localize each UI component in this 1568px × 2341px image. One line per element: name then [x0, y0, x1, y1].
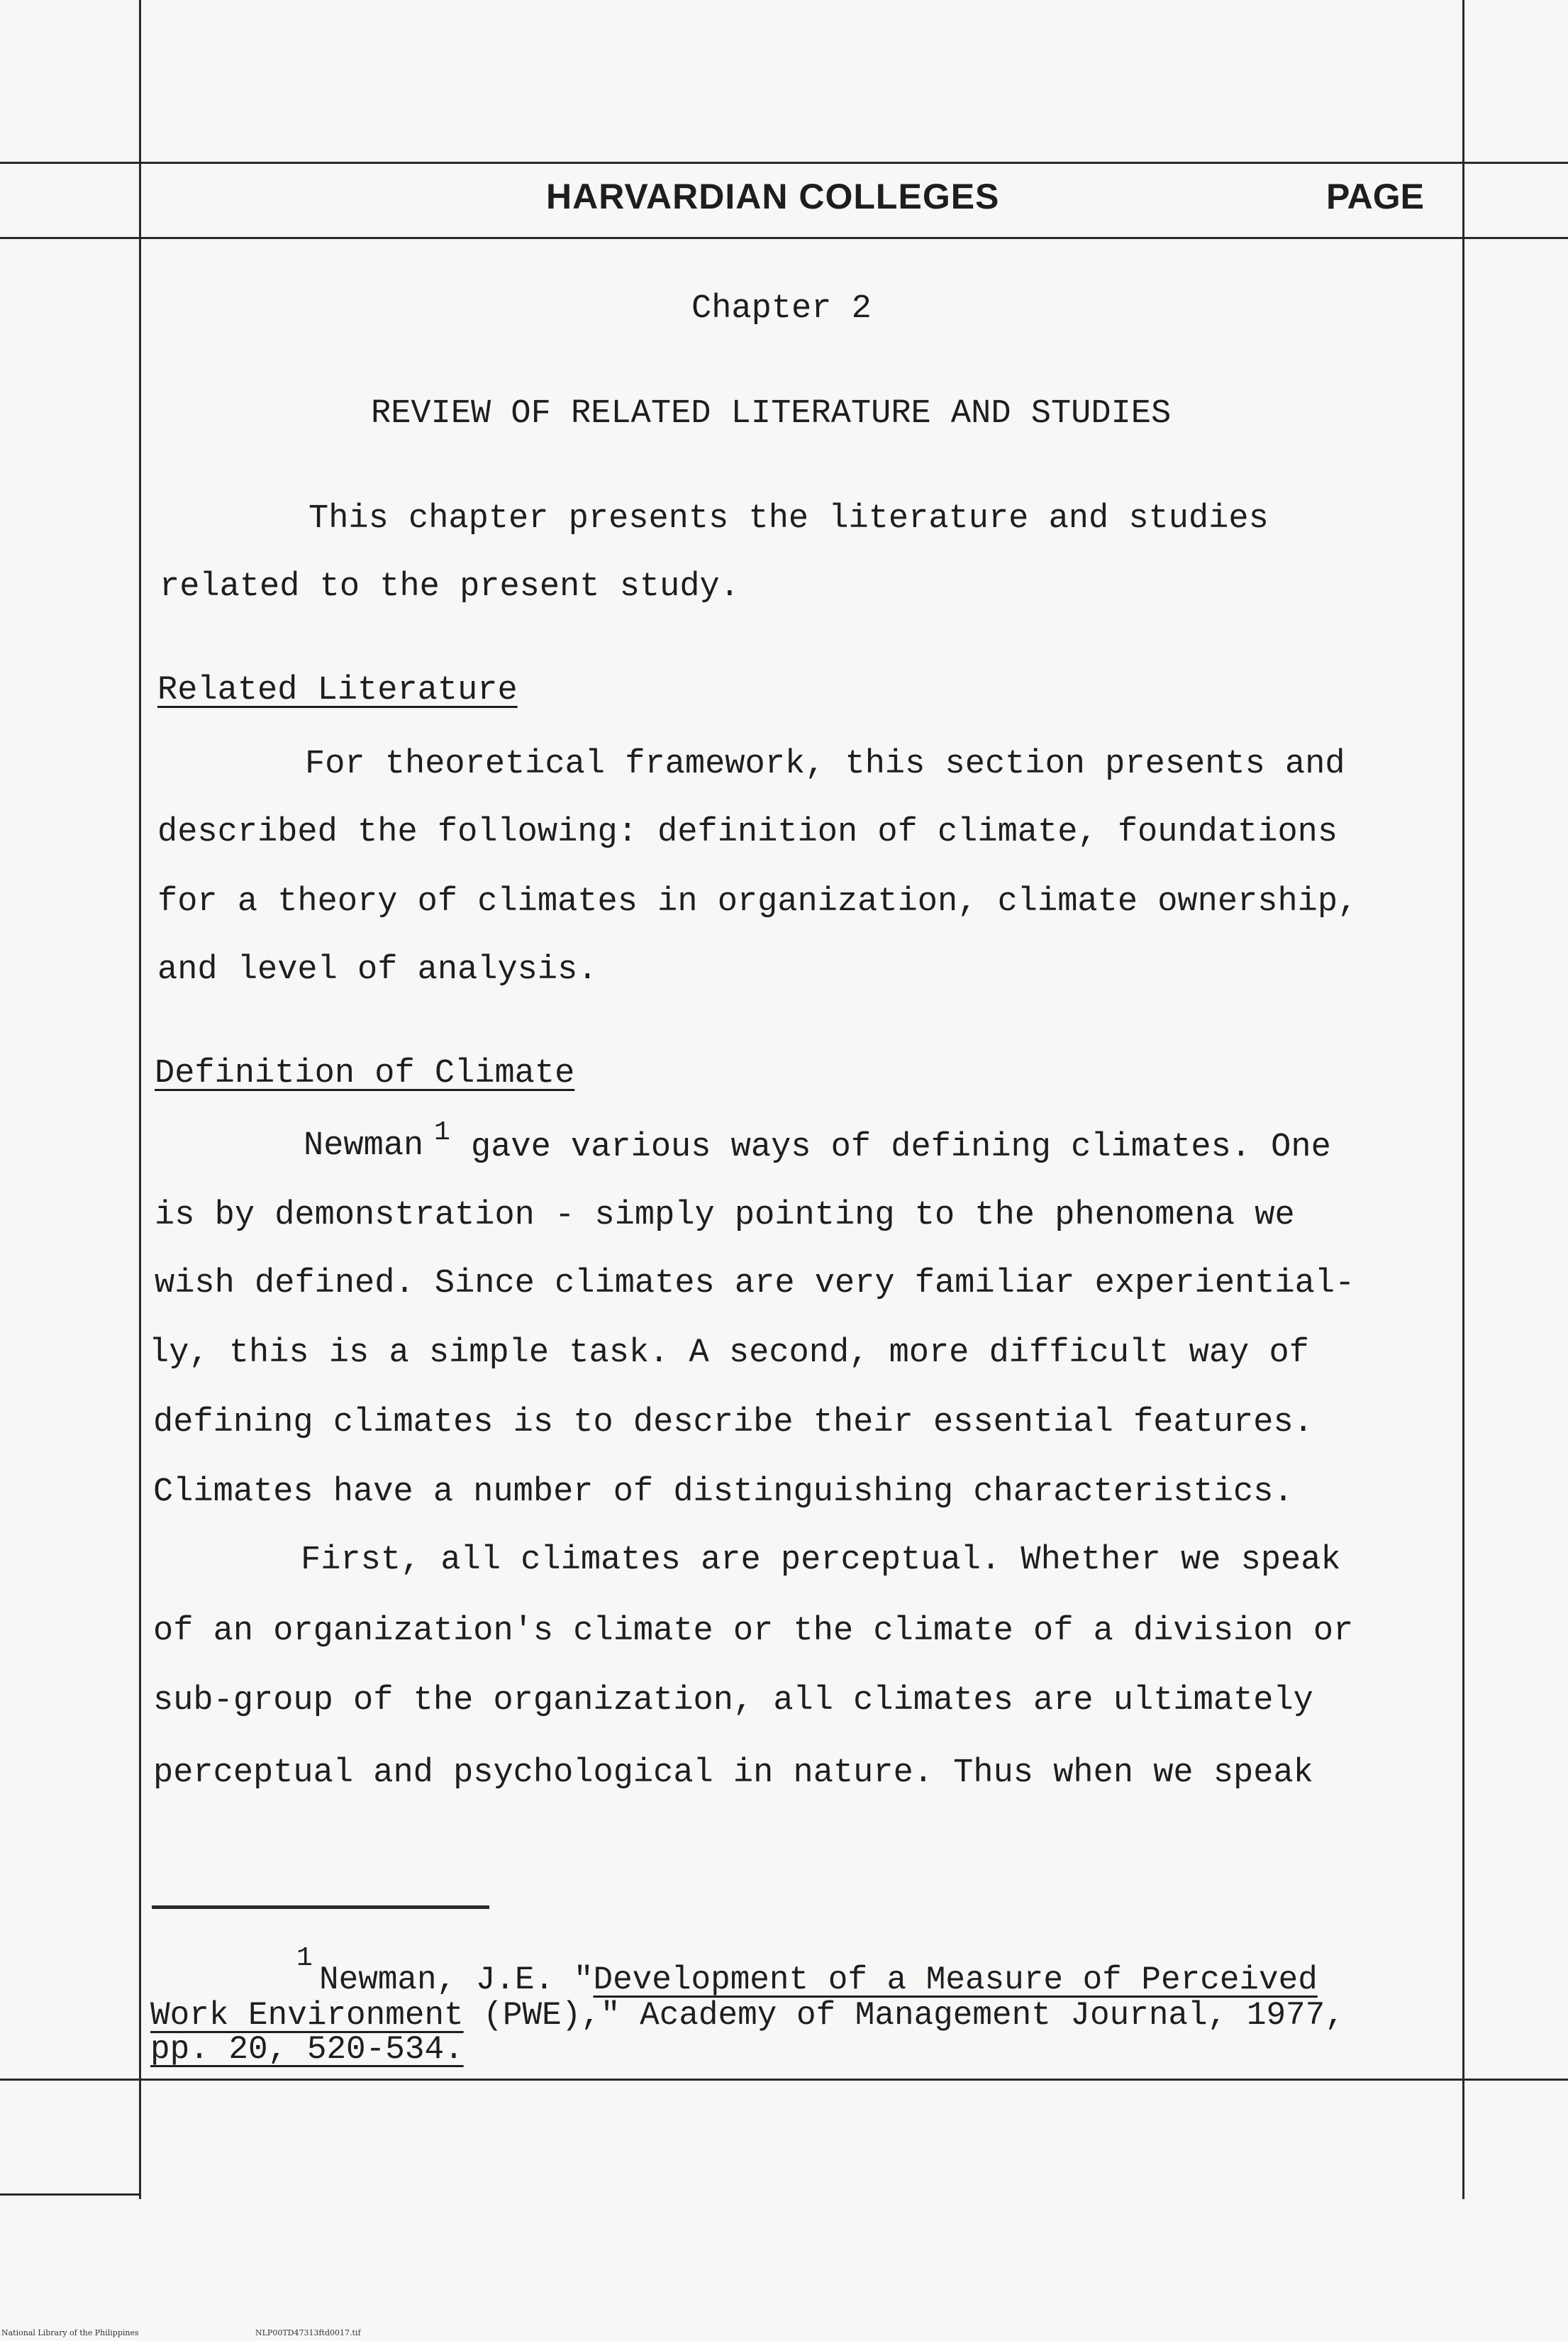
definition-line-2: is by demonstration - simply pointing to the phenomena we [155, 1197, 1295, 1234]
definition-line-10: perceptual and psychological in nature. Thus when we speak [153, 1754, 1313, 1792]
definition-line-1: gave various ways of defining climates. One [471, 1129, 1331, 1166]
footnote-journal: (PWE)," Academy of Management Journal, 1977, [463, 1997, 1345, 2034]
related-literature-line-4: and level of analysis. [157, 951, 598, 989]
left-margin-rule [139, 0, 141, 2199]
page-label: PAGE [1326, 177, 1424, 216]
related-literature-heading: Related Literature [157, 672, 518, 709]
definition-line-4: ly, this is a simple task. A second, more difficult way of [149, 1334, 1309, 1372]
chapter-title: REVIEW OF RELATED LITERATURE AND STUDIES [371, 395, 1172, 433]
institution-title: HARVARDIAN COLLEGES [546, 177, 1000, 216]
definition-first-word: Newman [304, 1127, 424, 1165]
bottom-left-rule [0, 2193, 139, 2196]
related-literature-line-2: described the following: definition of climate, foundations [157, 814, 1338, 851]
intro-line-2: related to the present study. [160, 568, 740, 606]
archive-library-name: National Library of the Philippines [1, 2328, 139, 2337]
related-literature-line-1: For theoretical framework, this section presents and [305, 746, 1345, 783]
footnote-line-2 [150, 1999, 1345, 2032]
right-margin-rule [1462, 0, 1464, 2199]
definition-line-8: of an organization's climate or the climate of a division or [153, 1612, 1354, 1650]
definition-line-9: sub-group of the organization, all climates are ultimately [153, 1682, 1313, 1720]
chapter-label: Chapter 2 [691, 290, 872, 328]
bottom-rule [0, 2079, 1568, 2081]
footnote-separator [152, 1905, 489, 1909]
header-bottom-rule [0, 237, 1568, 239]
footnote-reference-marker: 1 [434, 1117, 450, 1148]
footnote-author: Newman, J.E. " [319, 1961, 594, 1998]
footnote-title-part-2: Work Environment [150, 1997, 464, 2034]
definition-line-3: wish defined. Since climates are very familiar experiential- [155, 1265, 1355, 1302]
related-literature-line-3: for a theory of climates in organization, climate ownership, [157, 883, 1358, 921]
footnote-line-1 [319, 1961, 1318, 1998]
definition-line-7: First, all climates are perceptual. Whether we speak [301, 1542, 1341, 1579]
header-top-rule [0, 162, 1568, 164]
definition-line-5: defining climates is to describe their essential features. [153, 1404, 1313, 1441]
definition-line-6: Climates have a number of distinguishing characteristics. [153, 1473, 1294, 1511]
archive-file-name: NLP00TD47313ftd0017.tif [255, 2328, 361, 2337]
footnote-pages: pp. 20, 520-534. [150, 2031, 464, 2068]
footnote-title-part-1: Development of a Measure of Perceived [593, 1961, 1318, 1998]
intro-line-1: This chapter presents the literature and studies [308, 500, 1269, 538]
definition-of-climate-heading: Definition of Climate [155, 1055, 575, 1092]
footnote-marker: 1 [296, 1943, 313, 1974]
